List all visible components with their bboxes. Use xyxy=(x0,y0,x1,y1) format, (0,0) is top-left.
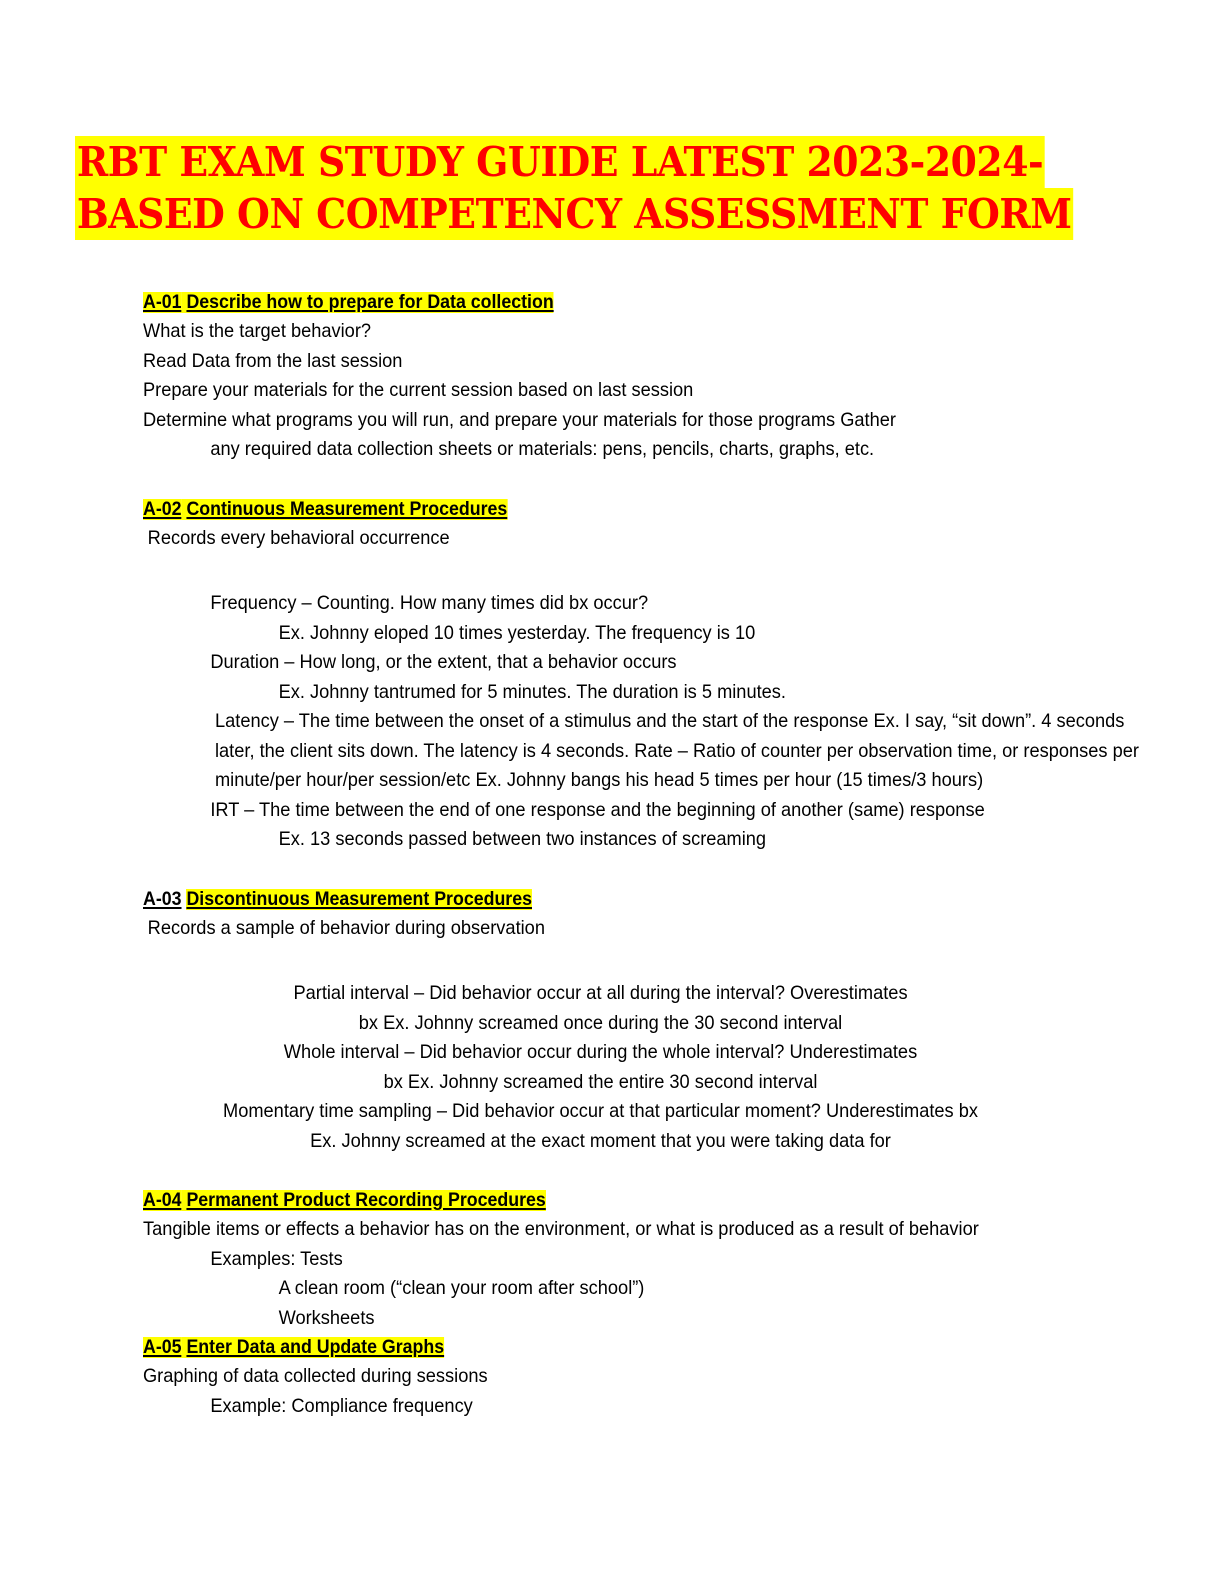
section-a-04-line-4: Worksheets xyxy=(278,1306,375,1329)
block-spacer xyxy=(143,943,1078,979)
section-heading-a-01 xyxy=(143,288,1017,317)
section-a-01-line-5: any required data collection sheets or materials: pens, pencils, charts, graphs, etc. xyxy=(210,438,875,460)
section-a-04-line-3: A clean room (“clean your room after school”) xyxy=(278,1277,645,1299)
section-a-04 xyxy=(143,1186,1078,1333)
section-code-a-04: A-04 xyxy=(143,1190,182,1211)
section-title-a-02: Continuous Measurement Procedures xyxy=(186,498,508,520)
section-heading-a-04 xyxy=(143,1186,1017,1215)
section-title-a-01: Describe how to prepare for Data collection xyxy=(186,292,554,313)
section-spacer xyxy=(143,855,1078,885)
section-spacer xyxy=(143,465,1078,495)
section-a-01-line-4: Determine what programs you will run, and prepare your materials for those programs Gather xyxy=(143,408,896,431)
section-a-05-line-2: Example: Compliance frequency xyxy=(210,1394,473,1417)
section-a-02-item-6: IRT – The time between the end of one response and the beginning of another (same) response xyxy=(210,798,985,821)
page-title-line-2: BASED ON COMPETENCY ASSESSMENT FORM xyxy=(76,190,1072,238)
section-a-01-line-1: What is the target behavior? xyxy=(143,320,372,342)
page-title-line-1: RBT EXAM STUDY GUIDE LATEST 2023-2024- xyxy=(76,138,1044,186)
section-code-a-02: A-02 xyxy=(143,498,182,520)
section-code-a-05: A-05 xyxy=(143,1337,182,1358)
section-a-02-item-7: Ex. 13 seconds passed between two instances of screaming xyxy=(278,828,767,850)
section-heading-a-03 xyxy=(143,885,1017,914)
section-a-03-item-6: Ex. Johnny screamed at the exact moment that you were taking data for xyxy=(310,1129,891,1152)
section-heading-a-05 xyxy=(143,1333,1017,1362)
section-a-03 xyxy=(143,885,1078,1157)
section-a-03-item-2: bx Ex. Johnny screamed once during the 30 second interval xyxy=(358,1011,843,1034)
section-a-02-item-5: Latency – The time between the onset of a stimulus and the start of the response Ex. I say, “sit down”. 4 seconds later, the client sits down. The latency is 4 seconds. Rate – Ratio of counter per observation time, or responses per minute/per hour/per session/etc Ex. Johnny bangs his head 5 times per hour (15 times/3 hours) xyxy=(214,710,1145,791)
section-a-02-item-1: Frequency – Counting. How many times did bx occur? xyxy=(210,592,649,614)
section-a-01-line-2: Read Data from the last session xyxy=(143,349,403,372)
section-a-01-line-3: Prepare your materials for the current session based on last session xyxy=(143,379,694,401)
section-a-02-intro: Records every behavioral occurrence xyxy=(147,526,450,549)
section-code-a-01: A-01 xyxy=(143,292,182,313)
section-heading-a-02 xyxy=(143,495,1017,524)
section-a-05 xyxy=(143,1333,1078,1421)
section-a-02-item-2: Ex. Johnny eloped 10 times yesterday. The frequency is 10 xyxy=(278,621,756,644)
section-spacer xyxy=(143,1156,1078,1186)
section-a-03-item-3: Whole interval – Did behavior occur during the whole interval? Underestimates xyxy=(283,1041,918,1063)
section-a-02-item-3: Duration – How long, or the extent, that a behavior occurs xyxy=(210,651,677,673)
section-a-03-intro: Records a sample of behavior during observation xyxy=(147,916,545,939)
document-body xyxy=(143,288,1145,1421)
section-title-a-05: Enter Data and Update Graphs xyxy=(186,1337,445,1358)
section-title-a-04: Permanent Product Recording Procedures xyxy=(186,1190,546,1211)
section-code-a-03: A-03 xyxy=(143,888,182,910)
section-a-03-item-5: Momentary time sampling – Did behavior occur at that particular moment? Underestimates bx xyxy=(223,1100,978,1122)
section-a-05-line-1: Graphing of data collected during sessions xyxy=(143,1365,488,1387)
section-a-04-line-1: Tangible items or effects a behavior has on the environment, or what is produced as a result of behavior xyxy=(143,1218,979,1240)
section-a-03-item-1: Partial interval – Did behavior occur at all during the interval? Overestimates xyxy=(293,982,908,1004)
section-title-a-03: Discontinuous Measurement Procedures xyxy=(186,888,532,910)
section-a-04-line-2: Examples: Tests xyxy=(210,1247,343,1270)
section-a-02 xyxy=(143,495,1145,855)
block-spacer xyxy=(143,553,1078,589)
page-title xyxy=(75,136,1097,240)
section-a-02-item-4: Ex. Johnny tantrumed for 5 minutes. The duration is 5 minutes. xyxy=(278,680,786,703)
section-a-01 xyxy=(143,288,1078,465)
section-a-03-item-4: bx Ex. Johnny screamed the entire 30 second interval xyxy=(383,1070,818,1093)
